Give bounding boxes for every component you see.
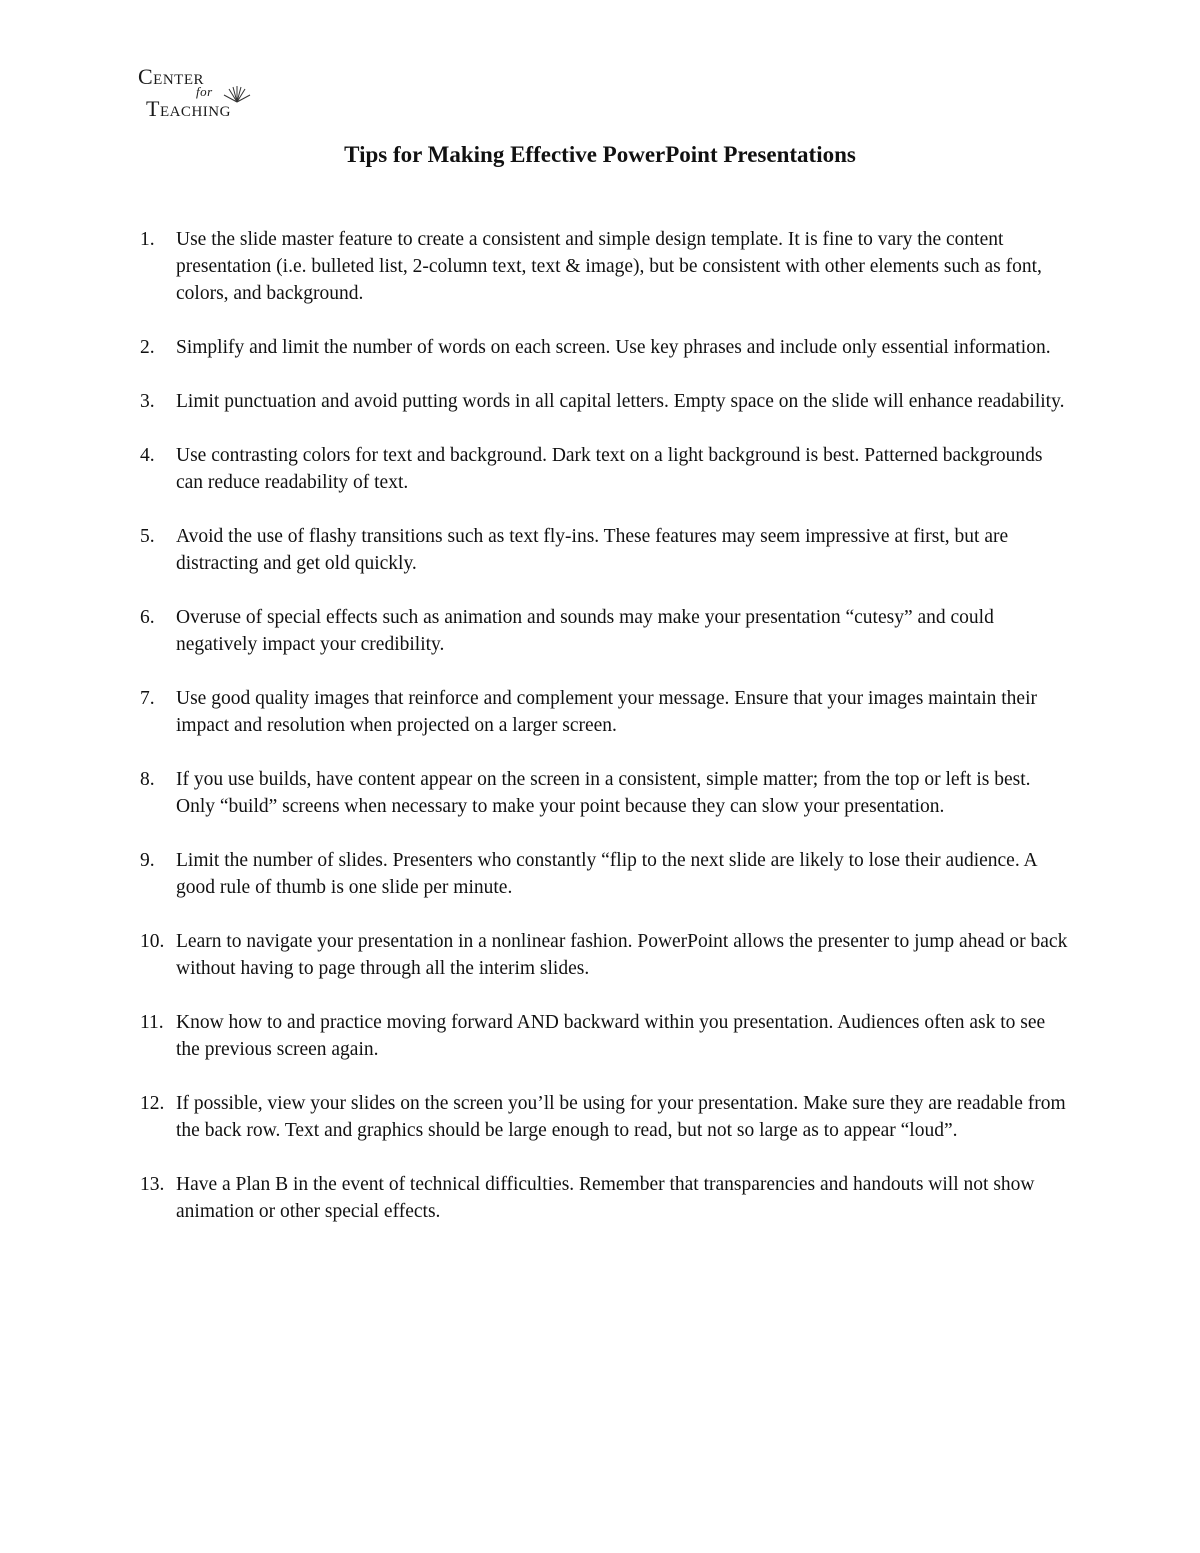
list-item-number: 7. (140, 688, 155, 709)
list-item (140, 1171, 1070, 1225)
center-for-teaching-logo (136, 64, 286, 126)
list-item-text: If possible, view your slides on the screen you’ll be using for your presentation. Make sure they are readable from the back row. Text and graphics should be large enough to read, but not so large as to appear “loud”. (176, 1093, 1066, 1141)
list-item-text: Know how to and practice moving forward AND backward within you presentation. Audiences often ask to see the previous screen again. (176, 1012, 1046, 1060)
list-item-number: 1. (140, 229, 155, 250)
list-item-text: Have a Plan B in the event of technical difficulties. Remember that transparencies and handouts will not show animation or other special effects. (176, 1174, 1035, 1222)
list-item-text: Use contrasting colors for text and background. Dark text on a light background is best. Patterned backgrounds can reduce readability of text. (176, 445, 1043, 493)
list-item (140, 1009, 1070, 1063)
list-item-text: Limit the number of slides. Presenters who constantly “flip to the next slide are likely to lose their audience. A good rule of thumb is one slide per minute. (176, 850, 1037, 898)
list-item-number: 13. (140, 1174, 165, 1195)
list-item-number: 8. (140, 769, 155, 790)
page-title: Tips for Making Effective PowerPoint Presentations (344, 142, 856, 167)
list-item-text: Use the slide master feature to create a consistent and simple design template. It is fine to vary the content presentation (i.e. bulleted list, 2-column text, text & image), but be consistent with other elements such as font, colors, and background. (176, 229, 1042, 304)
list-item-text: Simplify and limit the number of words on each screen. Use key phrases and include only essential information. (176, 337, 1051, 358)
logo-word-for: for (196, 84, 213, 99)
list-item-text: Limit punctuation and avoid putting words in all capital letters. Empty space on the slide will enhance readability. (176, 391, 1065, 412)
tips-list (140, 226, 1070, 1252)
list-item (140, 604, 1070, 658)
list-item-number: 6. (140, 607, 155, 628)
list-item-text: Learn to navigate your presentation in a nonlinear fashion. PowerPoint allows the presenter to jump ahead or back without having to page through all the interim slides. (176, 931, 1068, 979)
list-item-number: 12. (140, 1093, 165, 1114)
list-item (140, 928, 1070, 982)
list-item-text: Overuse of special effects such as animation and sounds may make your presentation “cutesy” and could negatively impact your credibility. (176, 607, 994, 655)
list-item (140, 442, 1070, 496)
list-item (140, 847, 1070, 901)
list-item-number: 4. (140, 445, 155, 466)
list-item (140, 226, 1070, 307)
list-item-number: 11. (140, 1012, 164, 1033)
list-item-number: 10. (140, 931, 165, 952)
list-item (140, 1090, 1070, 1144)
logo-word-teaching: Teaching (146, 96, 231, 121)
list-item-text: Avoid the use of flashy transitions such as text fly-ins. These features may seem impressive at first, but are distracting and get old quickly. (176, 526, 1009, 574)
list-item-number: 5. (140, 526, 155, 547)
list-item (140, 334, 1070, 361)
list-item-number: 2. (140, 337, 155, 358)
list-item-number: 9. (140, 850, 155, 871)
list-item-text: Use good quality images that reinforce and complement your message. Ensure that your images maintain their impact and resolution when projected on a larger screen. (176, 688, 1037, 736)
logo-word-center: Center (138, 64, 204, 89)
list-item-number: 3. (140, 391, 155, 412)
list-item (140, 766, 1070, 820)
list-item (140, 523, 1070, 577)
list-item (140, 388, 1070, 415)
list-item-text: If you use builds, have content appear on the screen in a consistent, simple matter; from the top or left is best. Only “build” screens when necessary to make your point because they can slow your presentation. (176, 769, 1031, 817)
list-item (140, 685, 1070, 739)
